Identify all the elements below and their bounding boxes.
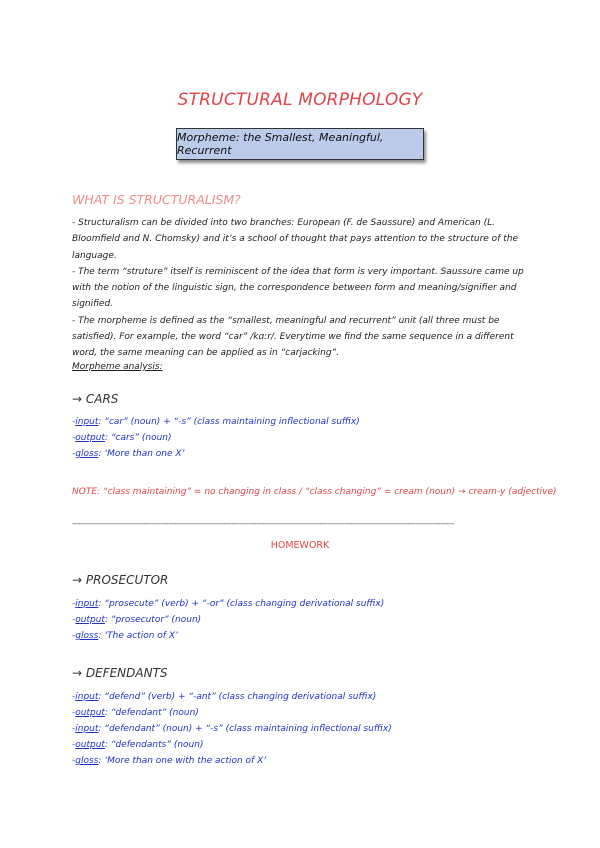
defendants-output-line-2: -output: “defendants” (noun) [72, 740, 204, 750]
body-paragraphs [72, 215, 532, 362]
cars-input-line: -input: “car” (noun) + “-s” (class maintaining inflectional suffix) [72, 417, 360, 427]
cars-gloss-text: : ‘More than one X’ [98, 449, 185, 459]
input-key: input [75, 417, 99, 427]
cars-output-text: : “cars” (noun) [104, 433, 172, 443]
homework-heading: HOMEWORK [270, 540, 330, 551]
defendants-input-line-2: -input: “defendant” (noun) + “-s” (class maintaining inflectional suffix) [72, 724, 392, 734]
defendants-input-line-1: -input: “defend” (verb) + “-ant” (class changing derivational suffix) [72, 692, 377, 702]
prosecutor-input-text: : “prosecute” (verb) + “-or” (class changing derivational suffix) [98, 599, 385, 609]
prosecutor-output-text: : “prosecutor” (noun) [104, 615, 202, 625]
defendants-output-line-1: -output: “defendant” (noun) [72, 708, 199, 718]
prosecutor-output-line: -output: “prosecutor” (noun) [72, 615, 202, 625]
note-text: NOTE: “class maintaining” = no changing in class / “class changing” = cream (noun) → cream-y (adjective) [72, 487, 557, 497]
input-key: input [75, 724, 99, 734]
defendants-input-text-1: : “defend” (verb) + “-ant” (class changing derivational suffix) [98, 692, 377, 702]
prosecutor-input-line: -input: “prosecute” (verb) + “-or” (class changing derivational suffix) [72, 599, 385, 609]
page-title: STRUCTURAL MORPHOLOGY [177, 90, 423, 110]
defendants-gloss-text: : ‘More than one with the action of X’ [98, 756, 267, 766]
subtitle-box [176, 128, 424, 160]
defendants-gloss-line: -gloss: ‘More than one with the action of X’ [72, 756, 267, 766]
prosecutor-gloss-line: -gloss: ‘The action of X’ [72, 631, 178, 641]
output-key: output [75, 708, 105, 718]
defendants-heading: → DEFENDANTS [72, 666, 168, 680]
analysis-label: Morpheme analysis: [72, 362, 163, 372]
paragraph-2: - The term “struture” itself is reminiscent of the idea that form is very important. Saussure came up with the notion of the linguistic sign, the correspondence between form and meaning/signifier and signified. [72, 266, 524, 310]
defendants-input-text-2: : “defendant” (noun) + “-s” (class maintaining inflectional suffix) [98, 724, 392, 734]
defendants-output-text-2: : “defendants” (noun) [104, 740, 204, 750]
input-key: input [75, 599, 99, 609]
output-key: output [75, 615, 105, 625]
dashed-divider: ------------------------------------------------------------------------------------------------------------------------------------------- [72, 519, 454, 529]
cars-gloss-line: -gloss: ‘More than one X’ [72, 449, 185, 459]
defendants-output-text-1: : “defendant” (noun) [104, 708, 199, 718]
input-key: input [75, 692, 99, 702]
prosecutor-heading: → PROSECUTOR [72, 573, 169, 587]
gloss-key: gloss [75, 631, 99, 641]
section-heading: WHAT IS STRUCTURALISM? [72, 192, 241, 207]
output-key: output [75, 433, 105, 443]
subtitle-text: Morpheme: the Smallest, Meaningful, Recurrent [177, 131, 384, 157]
cars-output-line: -output: “cars” (noun) [72, 433, 172, 443]
paragraph-1: - Structuralism can be divided into two branches: European (F. de Saussure) and American (L. Bloomfield and N. Chomsky) and it’s a school of thought that pays attention to the structure of the language. [72, 218, 518, 261]
gloss-key: gloss [75, 449, 99, 459]
gloss-key: gloss [75, 756, 99, 766]
output-key: output [75, 740, 105, 750]
prosecutor-gloss-text: : ‘The action of X’ [98, 631, 178, 641]
cars-input-text: : “car” (noun) + “-s” (class maintaining inflectional suffix) [98, 417, 360, 427]
paragraph-3: - The morpheme is defined as the “smallest, meaningful and recurrent” unit (all three must be satisfied). For example, the word “car” /kɑːr/. Everytime we find the same sequence in a different word, the same meaning can be applied as in “carjacking”. [72, 315, 514, 359]
cars-heading: → CARS [72, 392, 119, 406]
